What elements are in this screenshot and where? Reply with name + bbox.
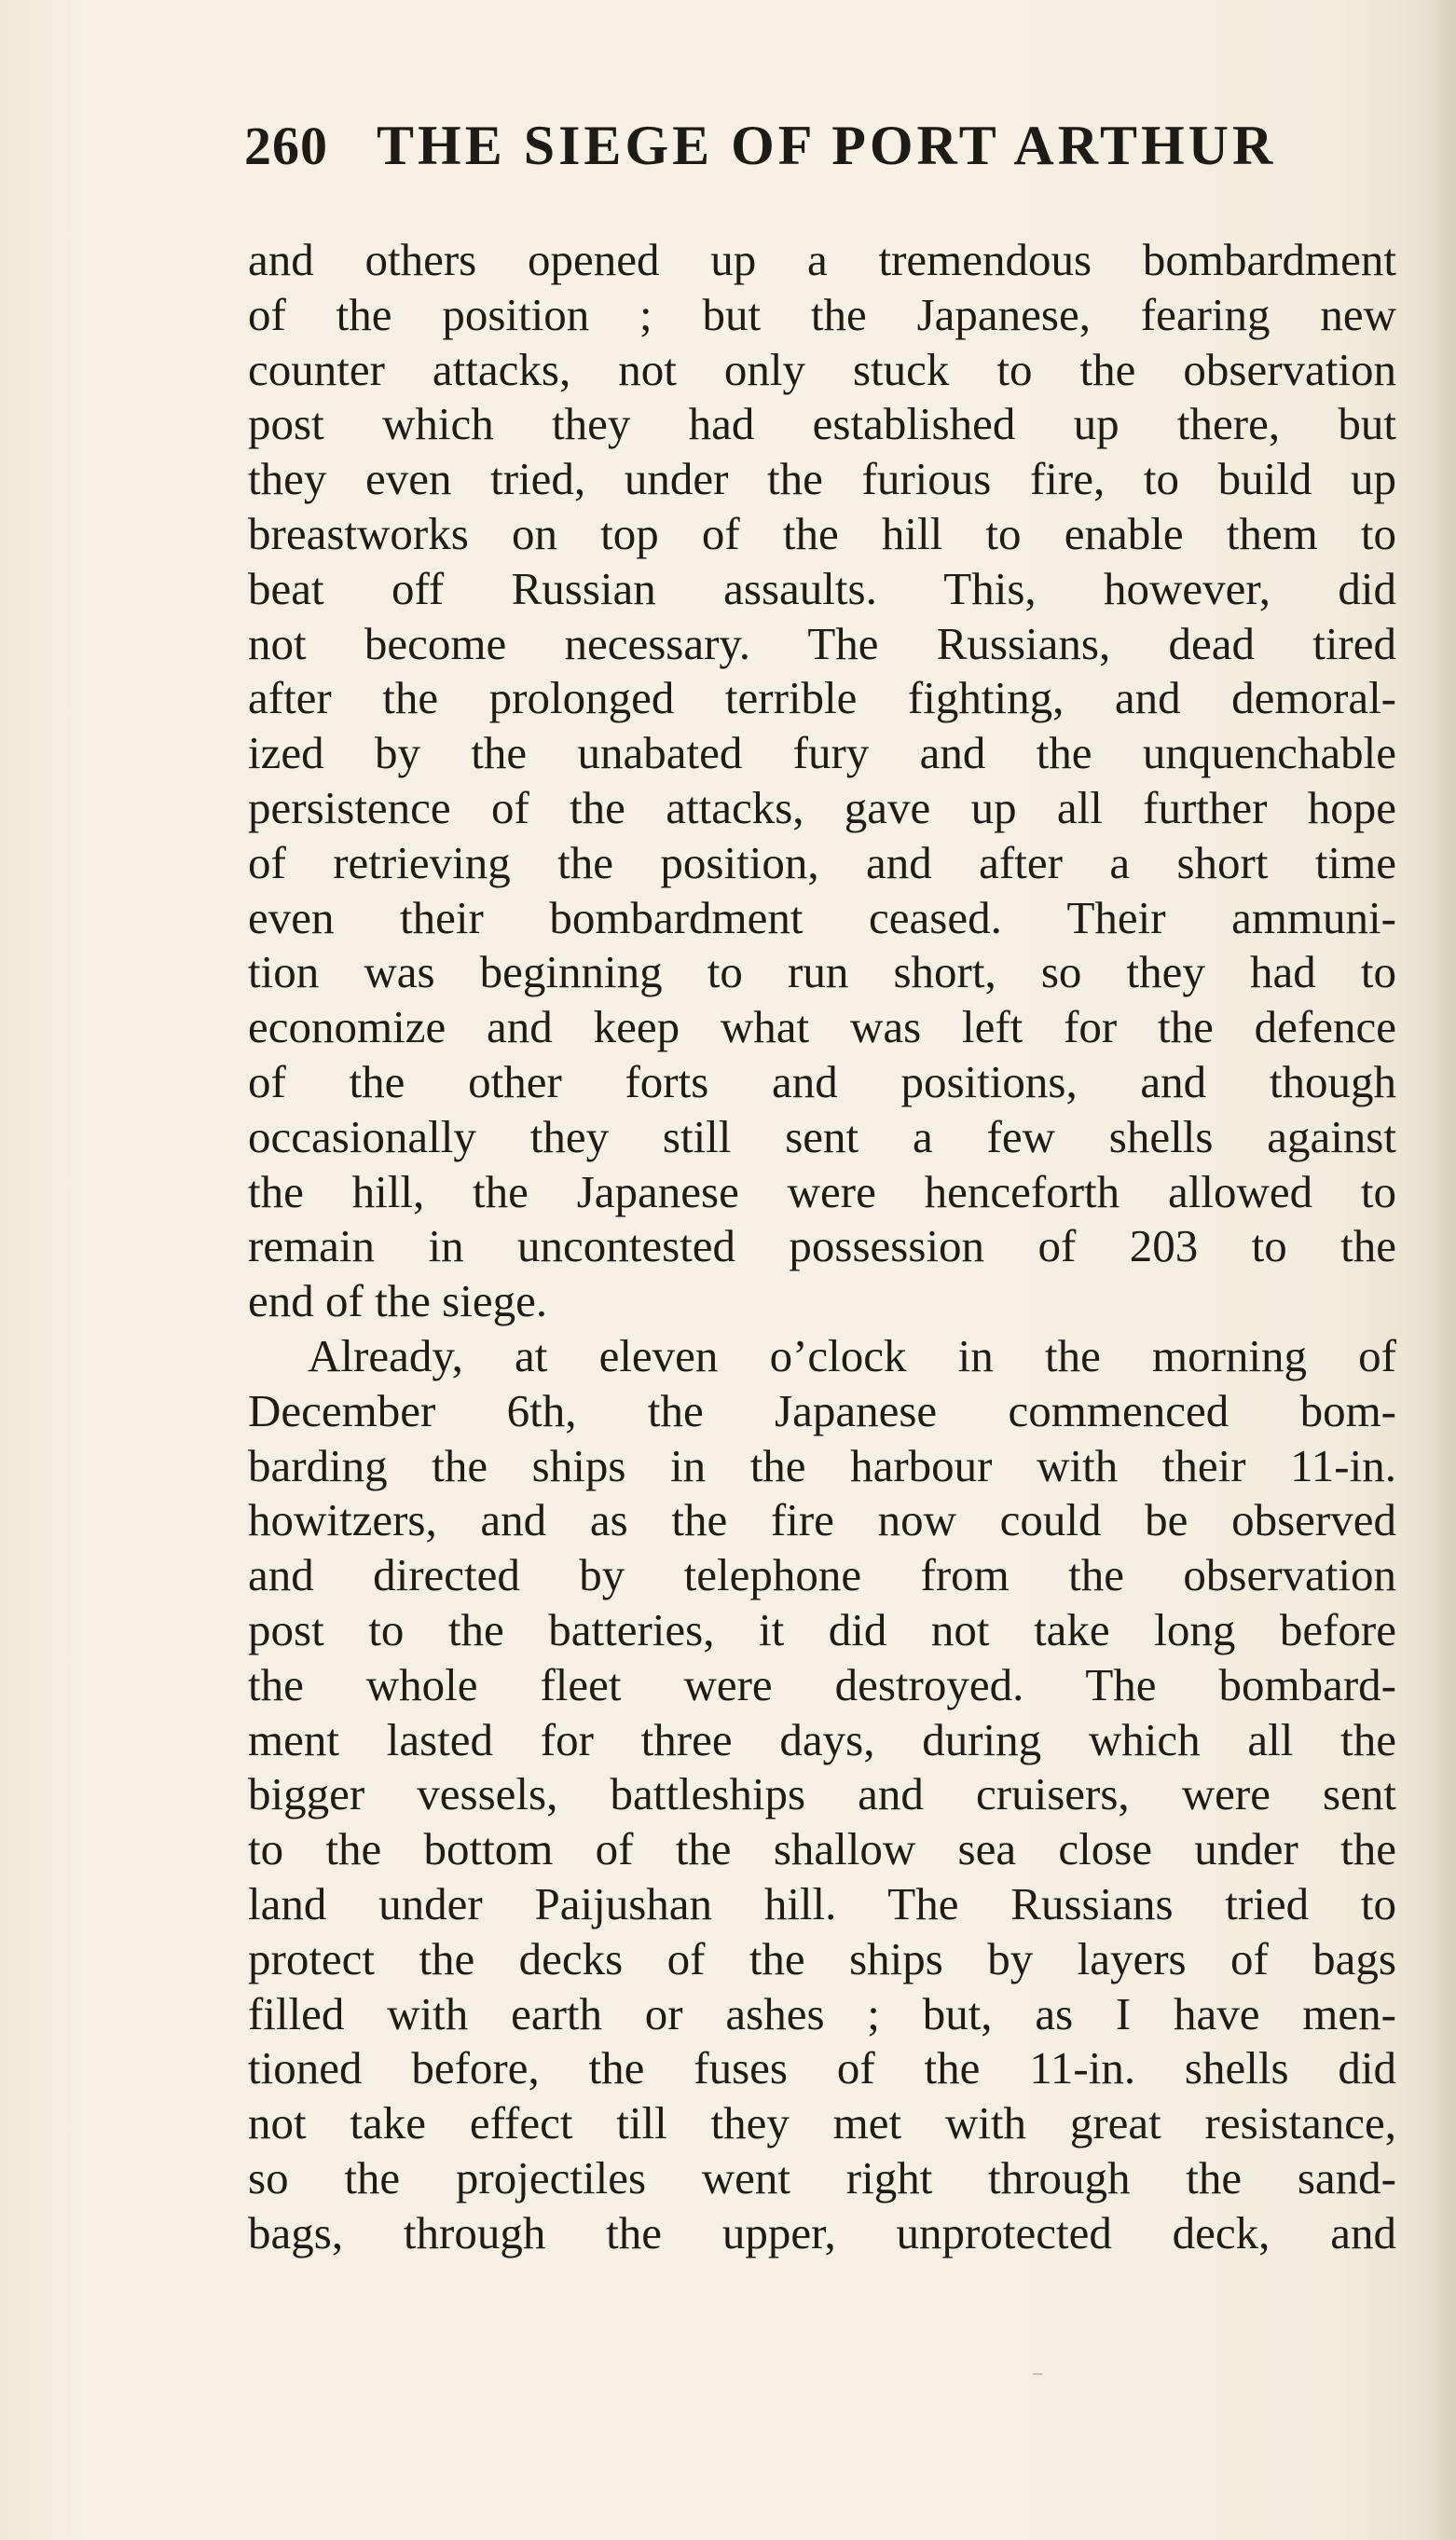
text-line: howitzers, and as the fire now could be observed [248,1494,1396,1546]
text-line: beat off Russian assaults. This, however, did [248,562,1396,614]
text-line: so the projectiles went right through the sand- [248,2151,1396,2204]
text-line: of retrieving the position, and after a short time [248,836,1396,888]
text-line: of the other forts and positions, and though [248,1055,1396,1107]
text-line: protect the decks of the ships by layers of bags [248,1932,1396,1984]
text-line: not take effect till they met with great resistance, [248,2097,1396,2149]
text-line: and others opened up a tremendous bombardment [248,234,1396,285]
text-line: breastworks on top of the hill to enable them to [248,507,1396,559]
text-line: ment lasted for three days, during which all the [248,1713,1396,1765]
paragraph-start-line: Already, at eleven o’clock in the morning of [308,1329,1396,1381]
text-line: they even tried, under the furious fire, to build up [248,453,1396,505]
text-line: not become necessary. The Russians, dead tired [248,617,1396,669]
text-line: ized by the unabated fury and the unquenchable [248,727,1396,779]
text-line: tioned before, the fuses of the 11-in. shells did [248,2042,1396,2094]
page-edge-shadow [1419,0,1456,2540]
text-line: to the bottom of the shallow sea close under the [248,1823,1396,1875]
paper-speck [1033,2373,1042,2375]
text-line: counter attacks, not only stuck to the observation [248,343,1396,395]
text-line: economize and keep what was left for the defence [248,1001,1396,1053]
body-text [248,233,1396,2260]
text-line: bigger vessels, battleships and cruisers, were sent [248,1768,1396,1820]
text-line: barding the ships in the harbour with their 11-in. [248,1439,1396,1491]
page-number: 260 [244,116,328,176]
text-line: bags, through the upper, unprotected deck, and [248,2206,1396,2259]
text-line: occasionally they still sent a few shells against [248,1110,1396,1162]
running-header [244,114,1381,179]
text-line: persistence of the attacks, gave up all further hope [248,781,1396,833]
text-line: even their bombardment ceased. Their ammuni- [248,891,1396,943]
text-line: tion was beginning to run short, so they had to [248,946,1396,998]
text-line: filled with earth or ashes ; but, as I have men- [248,1987,1396,2039]
paragraph-end-line: end of the siege. [248,1275,548,1327]
text-line: land under Paijushan hill. The Russians tried to [248,1877,1396,1929]
text-line: the hill, the Japanese were henceforth allowed to [248,1165,1396,1217]
text-line: after the prolonged terrible fighting, and demoral- [248,672,1396,724]
text-line: December 6th, the Japanese commenced bom- [248,1384,1396,1436]
running-title: THE SIEGE OF PORT ARTHUR [377,115,1277,176]
text-line: of the position ; but the Japanese, fearing new [248,288,1396,340]
text-line: remain in uncontested possession of 203 to the [248,1220,1396,1272]
text-line: post which they had established up there, but [248,398,1396,450]
text-line: the whole fleet were destroyed. The bombard- [248,1658,1396,1710]
text-line: and directed by telephone from the observation [248,1549,1396,1601]
text-line: post to the batteries, it did not take long before [248,1603,1396,1655]
